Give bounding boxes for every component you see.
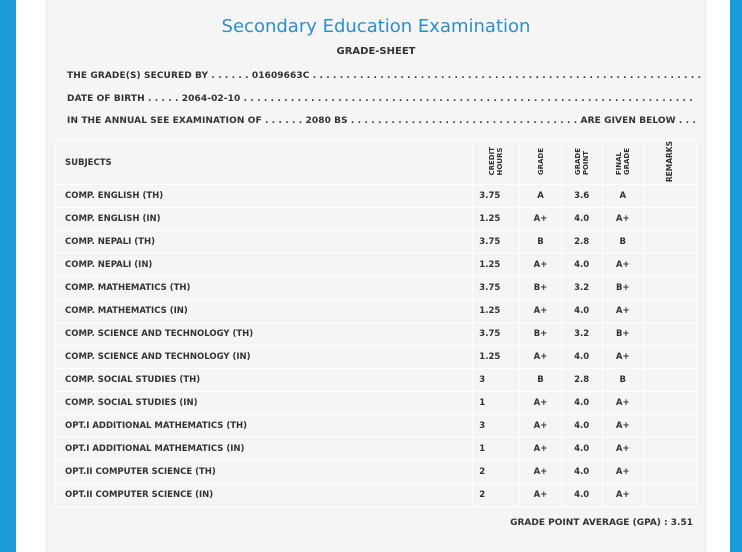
subject-cell: COMP. ENGLISH (TH) xyxy=(56,185,473,208)
remarks-cell xyxy=(643,461,696,484)
grade-point-cell: 4.0 xyxy=(561,461,602,484)
remarks-cell xyxy=(643,323,696,346)
table-row xyxy=(56,300,697,323)
grade-cell: A+ xyxy=(520,415,561,438)
page-title: Secondary Education Examination xyxy=(221,16,531,37)
remarks-cell xyxy=(643,277,696,300)
table-row xyxy=(56,323,697,346)
table-row xyxy=(56,438,697,461)
subject-cell: OPT.II COMPUTER SCIENCE (IN) xyxy=(56,484,473,507)
grades-table xyxy=(55,140,697,507)
table-row xyxy=(56,346,697,369)
credit-hours-cell: 3.75 xyxy=(473,277,520,300)
table-header-row xyxy=(56,141,697,185)
symbol-number-line: THE GRADE(S) SECURED BY . . . . . . 01609663C . . . . . . . . . . . . . . . . . . . . . . . . . . . . . . . . . . . . . . . . . . . . . . . . . . . . . . . . . . xyxy=(67,71,702,81)
grade-cell: A+ xyxy=(520,438,561,461)
grade-cell: B xyxy=(520,369,561,392)
final-grade-cell: B xyxy=(602,231,643,254)
grade-sheet xyxy=(46,0,706,552)
date-of-birth-line: DATE OF BIRTH . . . . . 2064-02-10 . . . . . . . . . . . . . . . . . . . . . . . . . . . . . . . . . . . . . . . . . . . . . . . . . . . . . . . . . . . . . . . . . . . xyxy=(67,94,693,104)
credit-hours-cell: 3 xyxy=(473,369,520,392)
grade-point-cell: 2.8 xyxy=(561,231,602,254)
grade-point-cell: 3.6 xyxy=(561,185,602,208)
credit-hours-cell: 1.25 xyxy=(473,300,520,323)
grade-cell: A+ xyxy=(520,484,561,507)
subject-cell: COMP. NEPALI (IN) xyxy=(56,254,473,277)
remarks-cell xyxy=(643,208,696,231)
grade-cell: B+ xyxy=(520,277,561,300)
header-credit-hours: CREDIT HOURS xyxy=(473,141,520,185)
grade-cell: B+ xyxy=(520,323,561,346)
grade-point-cell: 4.0 xyxy=(561,346,602,369)
final-grade-cell: A+ xyxy=(602,484,643,507)
header-final-grade: FINAL GRADE xyxy=(602,141,643,185)
remarks-cell xyxy=(643,300,696,323)
table-row xyxy=(56,277,697,300)
final-grade-cell: A+ xyxy=(602,300,643,323)
subject-cell: OPT.II COMPUTER SCIENCE (TH) xyxy=(56,461,473,484)
table-row xyxy=(56,461,697,484)
header-grade-point: GRADE POINT xyxy=(561,141,602,185)
remarks-cell xyxy=(643,438,696,461)
grade-point-cell: 4.0 xyxy=(561,254,602,277)
table-row xyxy=(56,231,697,254)
subject-cell: COMP. ENGLISH (IN) xyxy=(56,208,473,231)
table-row xyxy=(56,369,697,392)
header-grade: GRADE xyxy=(520,141,561,185)
credit-hours-cell: 1.25 xyxy=(473,346,520,369)
grade-point-cell: 4.0 xyxy=(561,392,602,415)
table-row xyxy=(56,254,697,277)
table-row xyxy=(56,392,697,415)
subject-cell: COMP. SCIENCE AND TECHNOLOGY (TH) xyxy=(56,323,473,346)
credit-hours-cell: 2 xyxy=(473,461,520,484)
grade-point-cell: 4.0 xyxy=(561,208,602,231)
grade-point-cell: 2.8 xyxy=(561,369,602,392)
subject-cell: COMP. SOCIAL STUDIES (TH) xyxy=(56,369,473,392)
final-grade-cell: A+ xyxy=(602,346,643,369)
table-row xyxy=(56,208,697,231)
grade-cell: A xyxy=(520,185,561,208)
credit-hours-cell: 2 xyxy=(473,484,520,507)
remarks-cell xyxy=(643,346,696,369)
subject-cell: COMP. NEPALI (TH) xyxy=(56,231,473,254)
remarks-cell xyxy=(643,392,696,415)
final-grade-cell: A+ xyxy=(602,392,643,415)
subject-cell: COMP. SCIENCE AND TECHNOLOGY (IN) xyxy=(56,346,473,369)
examination-line: IN THE ANNUAL SEE EXAMINATION OF . . . . . . 2080 BS . . . . . . . . . . . . . . . . . . . . . . . . . . . . . . . . . . ARE GIVEN BELOW . . . xyxy=(67,116,696,126)
remarks-cell xyxy=(643,254,696,277)
subject-cell: OPT.I ADDITIONAL MATHEMATICS (IN) xyxy=(56,438,473,461)
subject-cell: COMP. MATHEMATICS (IN) xyxy=(56,300,473,323)
remarks-cell xyxy=(643,415,696,438)
table-row xyxy=(56,415,697,438)
remarks-cell xyxy=(643,185,696,208)
grade-cell: A+ xyxy=(520,461,561,484)
credit-hours-cell: 3.75 xyxy=(473,185,520,208)
grade-cell: A+ xyxy=(520,300,561,323)
final-grade-cell: A+ xyxy=(602,438,643,461)
credit-hours-cell: 3 xyxy=(473,415,520,438)
grade-point-cell: 4.0 xyxy=(561,415,602,438)
grade-point-cell: 4.0 xyxy=(561,438,602,461)
credit-hours-cell: 3.75 xyxy=(473,323,520,346)
table-row xyxy=(56,185,697,208)
gpa-summary: GRADE POINT AVERAGE (GPA) : 3.51 xyxy=(510,518,693,528)
table-row xyxy=(56,484,697,507)
subject-cell: COMP. MATHEMATICS (TH) xyxy=(56,277,473,300)
remarks-cell xyxy=(643,231,696,254)
subject-cell: OPT.I ADDITIONAL MATHEMATICS (TH) xyxy=(56,415,473,438)
grade-cell: A+ xyxy=(520,346,561,369)
grade-cell: A+ xyxy=(520,254,561,277)
final-grade-cell: B xyxy=(602,369,643,392)
final-grade-cell: A+ xyxy=(602,415,643,438)
final-grade-cell: B+ xyxy=(602,323,643,346)
remarks-cell xyxy=(643,369,696,392)
grade-cell: A+ xyxy=(520,208,561,231)
final-grade-cell: B+ xyxy=(602,277,643,300)
credit-hours-cell: 1 xyxy=(473,438,520,461)
remarks-cell xyxy=(643,484,696,507)
subject-cell: COMP. SOCIAL STUDIES (IN) xyxy=(56,392,473,415)
header-subjects: SUBJECTS xyxy=(56,141,473,185)
grade-point-cell: 3.2 xyxy=(561,277,602,300)
header-remarks: REMARKS xyxy=(643,141,696,185)
grade-point-cell: 3.2 xyxy=(561,323,602,346)
grade-cell: B xyxy=(520,231,561,254)
credit-hours-cell: 3.75 xyxy=(473,231,520,254)
credit-hours-cell: 1.25 xyxy=(473,208,520,231)
final-grade-cell: A+ xyxy=(602,254,643,277)
credit-hours-cell: 1.25 xyxy=(473,254,520,277)
grade-point-cell: 4.0 xyxy=(561,300,602,323)
grade-point-cell: 4.0 xyxy=(561,484,602,507)
credit-hours-cell: 1 xyxy=(473,392,520,415)
final-grade-cell: A xyxy=(602,185,643,208)
final-grade-cell: A+ xyxy=(602,461,643,484)
grade-sheet-heading: GRADE-SHEET xyxy=(336,46,416,57)
grade-cell: A+ xyxy=(520,392,561,415)
final-grade-cell: A+ xyxy=(602,208,643,231)
